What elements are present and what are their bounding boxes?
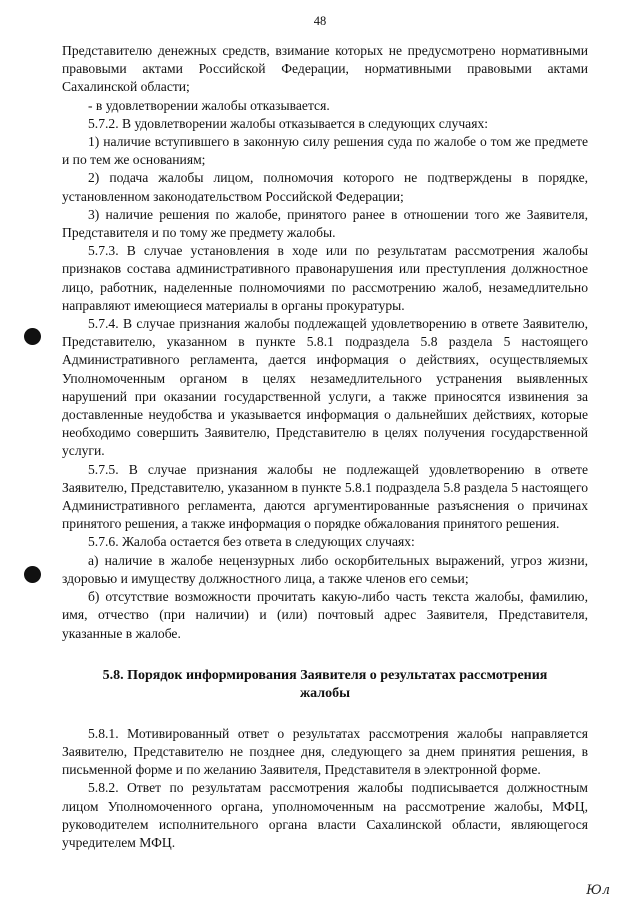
paragraph: 5.8.2. Ответ по результатам рассмотрения жалобы подписывается должностным лицом Уполномоченного органа, уполномоченным на рассмотрение жалобы, МФЦ, руководителем исполнительного органа власти Сахалинской области, являющегося учредителем МФЦ. (62, 780, 588, 850)
paragraph: а) наличие в жалобе нецензурных либо оскорбительных выражений, угроз жизни, здоровью и имуществу должностного лица, а также членов его семьи; (62, 552, 588, 586)
paragraph: б) отсутствие возможности прочитать какую-либо часть текста жалобы, фамилию, имя, отчество (при наличии) и (или) почтовый адрес Заявителя, Представителя, указанные в жалобе. (62, 589, 588, 641)
section-title: 5.8. Порядок информирования Заявителя о результатах рассмотрения жалобы (102, 667, 548, 701)
punch-hole-top (24, 328, 41, 345)
paragraph: Представителю денежных средств, взимание которых не предусмотрено нормативными правовыми актами Российской Федерации, нормативными правовыми актами Сахалинской области; (62, 43, 588, 95)
paragraph: 5.7.2. В удовлетворении жалобы отказывается в следующих случаях: (88, 115, 489, 131)
paragraph: 3) наличие решения по жалобе, принятого ранее в отношении того же Заявителя, Представителя и по тому же предмету жалобы. (62, 206, 588, 241)
punch-hole-bottom (24, 566, 41, 583)
paragraph: 5.7.6. Жалоба остается без ответа в следующих случаях: (88, 534, 415, 550)
paragraph: 5.7.3. В случае установления в ходе или по результатам рассмотрения жалобы признаков состава административного правонарушения или преступления должностное лицо, работник, наделенные полномочиями по рассмотрению жалоб, незамедлительно направляют имеющиеся материалы в органы прокуратуры. (62, 243, 588, 313)
paragraph: 2) подача жалобы лицом, полномочия которого не подтверждены в порядке, установленном законодательством Российской Федерации; (62, 170, 588, 204)
paragraph: - в удовлетворении жалобы отказывается. (88, 97, 330, 113)
paragraph: 5.8.1. Мотивированный ответ о результатах рассмотрения жалобы направляется Заявителю, Представителю не позднее дня, следующего за днем принятия решения, в письменной форме и по желанию Заявителя, Представителя в электронной форме. (62, 725, 588, 778)
paragraph: 1) наличие вступившего в законную силу решения суда по жалобе о том же предмете и по тем же основаниям; (62, 134, 588, 168)
paragraph: 5.7.5. В случае признания жалобы не подлежащей удовлетворению в ответе Заявителю, Представителю, указанном в пункте 5.8.1 подраздела 5.8 раздела 5 настоящего Административного регламента, даются аргументированные разъяснения о причинах принятого решения, а также информация о порядке обжалования принятого решения. (62, 461, 588, 532)
page-number: 48 (313, 14, 327, 28)
handwritten-initials: Юл (586, 883, 610, 898)
document-body (62, 42, 588, 852)
paragraph: 5.7.4. В случае признания жалобы подлежащей удовлетворению в ответе Заявителю, Представителю, указанном в пункте 5.8.1 подраздела 5.8 раздела 5 настоящего Административного регламента, дается информация о действиях, осуществляемых Уполномоченным органом в целях незамедлительного устранения выявленных нарушений при оказании государственной услуги, а также приносятся извинения за доставленные неудобства и указывается информация о дальнейших действиях, которые необходимо совершить Заявителю, Представителю в целях получения государственной услуги. (62, 316, 588, 459)
